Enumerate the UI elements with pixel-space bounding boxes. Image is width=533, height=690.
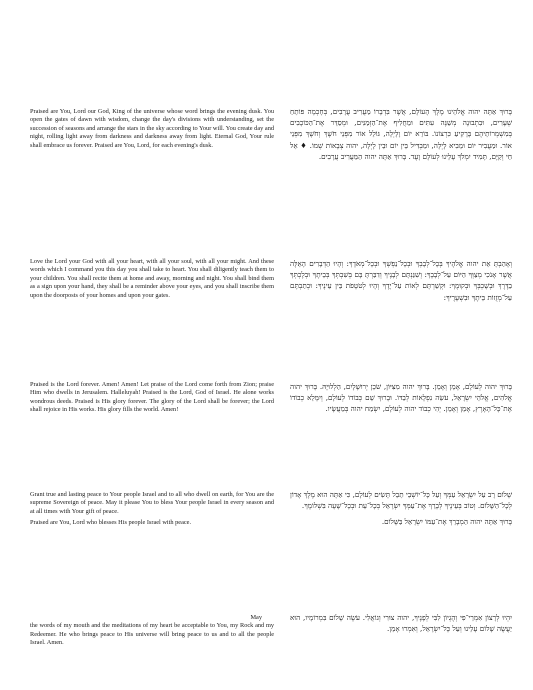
hebrew-baruch-leolam bbox=[290, 381, 512, 420]
english-vahavta bbox=[30, 258, 274, 303]
english-paragraph: Grant true and lasting peace to Your people Israel and to all who dwell on earth, for You are the supreme Sovereign of peace. May it please You to bless Your people Israel in every season and at all times with Your gift of peace. bbox=[30, 491, 274, 515]
english-paragraph: Praised are You, Lord our God, King of the universe whose word brings the evening dusk. You open the gates of dawn with wisdom, change the day's divisions with understanding, set the succession of seasons and arrange the stars in the sky according to Your will. You create day and night, rolling light away from darkness and darkness away from light. Eternal God, Your rule shall embrace us forever. Praised are You, Lord, for each evening's dusk. bbox=[30, 108, 274, 149]
english-chatimah: Praised are You, Lord who blesses His people Israel with peace. bbox=[30, 519, 192, 527]
hebrew-vahavta bbox=[290, 258, 512, 308]
hebrew-paragraph: וְאָהַבְתָּ אֵת יהוה אֱלֹהֶיךָ בְּכָל־לְבָבְךָ וּבְכָל־נַפְשְׁךָ וּבְכָל־מְאֹדֶךָ: וְהָיוּ הַדְּבָרִים הָאֵלֶּה אֲשֶׁר אָנֹכִי מְצַוְּךָ הַיּוֹם עַל־לְבָבֶךָ: וְשִׁנַּנְתָּם לְבָנֶיךָ וְדִבַּרְתָּ בָּם בְּשִׁבְתְּךָ בְּבֵיתֶךָ וּבְלֶכְתְּךָ בַדֶּרֶךְ וּבְשָׁכְבְּךָ וּבְקוּמֶךָ: וּקְשַׁרְתָּם לְאוֹת עַל־יָדֶךָ וְהָיוּ לְטֹטָפֹת בֵּין עֵינֶיךָ: וּכְתַבְתָּם עַל־מְזֻזוֹת בֵּיתֶךָ וּבִשְׁעָרֶיךָ: bbox=[290, 259, 512, 302]
english-paragraph: Praised is the Lord forever. Amen! Amen! Let praise of the Lord come forth from Zion; praise Him who dwells in Jerusalem. Halleluyah! Praised is the Lord, God of Israel. He alone works wondrous deeds. Praised is His glory forever. The glory of the Lord shall be forever; the Lord shall rejoice in His works. His glory fills the world. Amen! bbox=[30, 381, 274, 414]
english-paragraph: the words of my mouth and the meditations of my heart be acceptable to You, my Rock and my Redeemer. He who brings peace to His universe will bring peace to us and to all the people Israel. Amen. bbox=[30, 622, 274, 647]
hebrew-yihyu-leratzon bbox=[290, 612, 512, 639]
english-baruch-leolam bbox=[30, 381, 274, 418]
hebrew-paragraph: בָּרוּךְ יהוה לְעוֹלָם, אָמֵן וְאָמֵן. בָּרוּךְ יהוה מִצִּיּוֹן, שֹׁכֵן יְרוּשָׁלָיִם, הַלְלוּיָהּ. בָּרוּךְ יהוה אֱלֹהִים, אֱלֹהֵי יִשְׂרָאֵל, עֹשֵׂה נִפְלָאוֹת לְבַדּוֹ. וּבָרוּךְ שֵׁם כְּבוֹדוֹ לְעוֹלָם, וְיִמָּלֵא כְבוֹדוֹ אֶת־כָּל־הָאָרֶץ, אָמֵן וְאָמֵן. יְהִי כְבוֹד יהוה לְעוֹלָם, יִשְׂמַח יהוה בְּמַעֲשָׂיו. bbox=[290, 382, 512, 414]
english-paragraph: Love the Lord your God with all your heart, with all your soul, with all your might. And these words which I command you this day you shall take to heart. You shall diligently teach them to your children. You shall recite them at home and away, morning and night. You shall bind them as a sign upon your hand, they shall be a reminder above your eyes, and you shall inscribe them upon the doorposts of your homes and upon your gates. bbox=[30, 258, 274, 299]
english-maariv-aravim bbox=[30, 108, 274, 153]
hebrew-shalom-rav bbox=[290, 489, 512, 533]
english-yihyu-leratzon bbox=[30, 614, 274, 651]
hebrew-paragraph: בָּרוּךְ אַתָּה יהוה אֱלֹהֵינוּ מֶלֶךְ הָעוֹלָם, אֲשֶׁר בִּדְבָרוֹ מַעֲרִיב עֲרָבִים, בְּחָכְמָה פּוֹתֵחַ שְׁעָרִים, וּבִתְבוּנָה מְשַׁנֶּה עִתִּים וּמַחֲלִיף אֶת־הַזְּמַנִּים, וּמְסַדֵּר אֶת־הַכּוֹכָבִים בְּמִשְׁמְרוֹתֵיהֶם בָּרָקִיעַ כִּרְצוֹנוֹ. בּוֹרֵא יוֹם וָלָיְלָה, גּוֹלֵל אוֹר מִפְּנֵי חֹשֶׁךְ וְחֹשֶׁךְ מִפְּנֵי אוֹר. וּמַעֲבִיר יוֹם וּמֵבִיא לָיְלָה, וּמַבְדִּיל בֵּין יוֹם וּבֵין לָיְלָה, יהוה צְבָאוֹת שְׁמוֹ. ♦ אֵל חַי וְקַיָּם, תָּמִיד יִמְלֹךְ עָלֵינוּ לְעוֹלָם וָעֶד. בָּרוּךְ אַתָּה יהוה הַמַּעֲרִיב עֲרָבִים. bbox=[290, 107, 512, 161]
hebrew-paragraph: שָׁלוֹם רָב עַל יִשְׂרָאֵל עַמְּךָ וְעַל כָּל־יוֹשְׁבֵי תֵבֵל תָּשִׂים לְעוֹלָם, כִּי אַתָּה הוּא מֶלֶךְ אָדוֹן לְכָל־הַשָּׁלוֹם. וְטוֹב בְּעֵינֶיךָ לְבָרֵךְ אֶת־עַמְּךָ יִשְׂרָאֵל בְּכָל־עֵת וּבְכָל־שָׁעָה בִּשְׁלוֹמֶךָ. bbox=[290, 490, 512, 511]
hebrew-paragraph: יִהְיוּ לְרָצוֹן אִמְרֵי־פִי וְהֶגְיוֹן לִבִּי לְפָנֶיךָ, יהוה צוּרִי וְגוֹאֲלִי. עֹשֶׂה שָׁלוֹם בִּמְרוֹמָיו, הוּא יַעֲשֶׂה שָׁלוֹם עָלֵינוּ וְעַל כָּל־יִשְׂרָאֵל, וְאִמְרוּ אָמֵן. bbox=[290, 613, 512, 634]
english-lead-word: May bbox=[250, 614, 262, 621]
hebrew-chatimah: בָּרוּךְ אַתָּה יהוה הַמְבָרֵךְ אֶת־עַמּוֹ יִשְׂרָאֵל בַּשָּׁלוֹם. bbox=[381, 517, 512, 527]
hebrew-maariv-aravim bbox=[290, 106, 512, 167]
english-shalom-rav bbox=[30, 491, 274, 531]
